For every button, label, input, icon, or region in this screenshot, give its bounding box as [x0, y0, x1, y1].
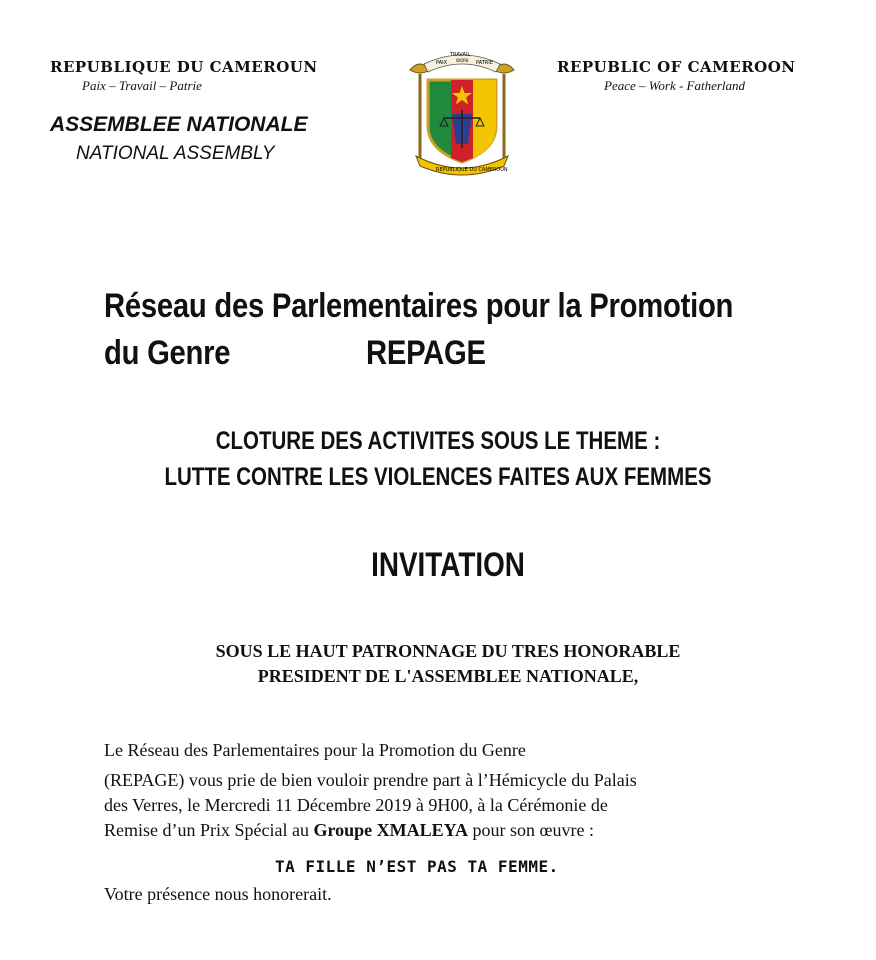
- body-line-1: Le Réseau des Parlementaires pour la Promotion du Genre: [104, 740, 526, 760]
- banner-right-text: PATRIE: [476, 60, 493, 66]
- closing-line: Votre présence nous honorerait.: [104, 884, 332, 904]
- header-right-motto: Peace – Work - Fatherland: [604, 78, 746, 93]
- body-line-4-prefix: Remise d’un Prix Spécial au: [104, 820, 314, 840]
- header-right-title: REPUBLIC OF CAMEROON: [557, 58, 796, 76]
- banner-left-text: PAIX: [436, 60, 448, 66]
- body-line-4: [104, 820, 594, 841]
- group-name: Groupe XMALEYA: [313, 820, 468, 840]
- banner-sub-text: WORK: [456, 58, 469, 63]
- theme-line2: LUTTE CONTRE LES VIOLENCES FAITES AUX FEMMES: [164, 463, 712, 491]
- assembly-title-en: NATIONAL ASSEMBLY: [76, 143, 275, 164]
- patronage-line1: SOUS LE HAUT PATRONNAGE DU TRES HONORABLE: [215, 641, 681, 661]
- coat-of-arms-emblem: [402, 44, 522, 176]
- body-line-3: des Verres, le Mercredi 11 Décembre 2019 à 9H00, à la Cérémonie de: [104, 795, 608, 815]
- body-line-4-suffix: pour son œuvre :: [468, 820, 594, 840]
- network-title-line2-left: du Genre: [104, 334, 231, 372]
- network-title-line1: Réseau des Parlementaires pour la Promotion: [104, 287, 734, 325]
- assembly-title-fr: ASSEMBLEE NATIONALE: [50, 113, 308, 136]
- invitation-heading: INVITATION: [371, 546, 525, 584]
- patronage-line2: PRESIDENT DE L'ASSEMBLEE NATIONALE,: [257, 666, 639, 686]
- network-acronym: REPAGE: [366, 334, 486, 372]
- body-line-2: (REPAGE) vous prie de bien vouloir prendre part à l’Hémicycle du Palais: [104, 770, 637, 790]
- shield-yellow-band: [473, 80, 496, 158]
- header-left-title: REPUBLIQUE DU CAMEROUN: [50, 58, 318, 76]
- banner-center-text: TRAVAIL: [450, 52, 471, 58]
- theme-line1: CLOTURE DES ACTIVITES SOUS LE THEME :: [215, 427, 661, 455]
- bottom-banner-text: REPUBLIQUE DU CAMEROUN: [436, 167, 508, 173]
- work-title: TA FILLE N’EST PAS TA FEMME.: [275, 857, 559, 876]
- header-left-motto: Paix – Travail – Patrie: [82, 78, 202, 93]
